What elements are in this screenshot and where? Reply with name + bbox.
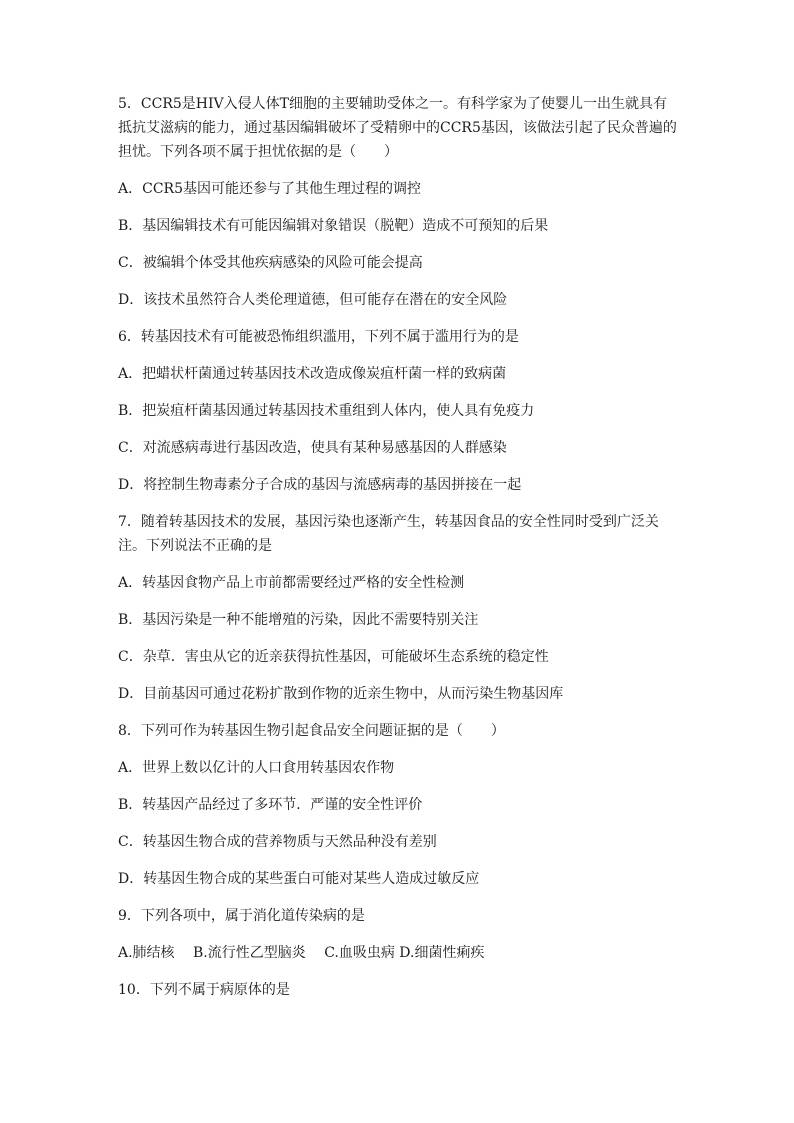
option-a: A．转基因食物产品上市前都需要经过严格的安全性检测 bbox=[118, 575, 465, 591]
option-c: C．被编辑个体受其他疾病感染的风险可能会提高 bbox=[118, 255, 423, 271]
question-stem: 10．下列不属于病原体的是 bbox=[118, 982, 290, 998]
option-a: A．世界上数以亿计的人口食用转基因农作物 bbox=[118, 760, 395, 776]
question-6 bbox=[118, 325, 678, 510]
option-a: A．CCR5基因可能还参与了其他生理过程的调控 bbox=[118, 181, 421, 197]
question-5 bbox=[118, 92, 678, 325]
options-inline: A.肺结核 B.流行性乙型脑炎 C.血吸虫病 D.细菌性痢疾 bbox=[118, 945, 485, 961]
option-d: D．将控制生物毒素分子合成的基因与流感病毒的基因拼接在一起 bbox=[118, 477, 522, 493]
option-b: B．基因污染是一种不能增殖的污染，因此不需要特别关注 bbox=[118, 612, 479, 628]
option-b: B．基因编辑技术有可能因编辑对象错误（脱靶）造成不可预知的后果 bbox=[118, 218, 549, 234]
question-10 bbox=[118, 978, 678, 1002]
option-d: D．目前基因可通过花粉扩散到作物的近亲生物中，从而污染生物基因库 bbox=[118, 686, 564, 702]
option-b: B．转基因产品经过了多环节．严谨的安全性评价 bbox=[118, 797, 423, 813]
question-8 bbox=[118, 719, 678, 904]
question-stem: 6．转基因技术有可能被恐怖组织滥用，下列不属于滥用行为的是 bbox=[118, 329, 519, 345]
question-list bbox=[118, 92, 678, 1002]
question-stem: 7．随着转基因技术的发展，基因污染也逐渐产生，转基因食品的安全性同时受到广泛关注。下列说法不正确的是 bbox=[118, 514, 659, 554]
question-stem: 9．下列各项中，属于消化道传染病的是 bbox=[118, 908, 365, 924]
option-d: D．该技术虽然符合人类伦理道德，但可能存在潜在的安全风险 bbox=[118, 292, 508, 308]
option-c: C．对流感病毒进行基因改造，使具有某种易感基因的人群感染 bbox=[118, 440, 507, 456]
option-d: D．转基因生物合成的某些蛋白可能对某些人造成过敏反应 bbox=[118, 871, 480, 887]
option-c: C．转基因生物合成的营养物质与天然品种没有差别 bbox=[118, 834, 437, 850]
question-stem: 5．CCR5是HIV入侵人体T细胞的主要辅助受体之一。有科学家为了使婴儿一出生就具有抵抗艾滋病的能力，通过基因编辑破坏了受精卵中的CCR5基因，该做法引起了民众普遍的担忧。下列各项不属于担忧依据的是（ ） bbox=[118, 96, 677, 160]
question-stem: 8．下列可作为转基因生物引起食品安全问题证据的是（ ） bbox=[118, 723, 505, 739]
option-b: B．把炭疽杆菌基因通过转基因技术重组到人体内，使人具有免疫力 bbox=[118, 403, 535, 419]
question-9 bbox=[118, 904, 678, 978]
question-7 bbox=[118, 510, 678, 719]
option-c: C．杂草．害虫从它的近亲获得抗性基因，可能破坏生态系统的稳定性 bbox=[118, 649, 549, 665]
option-a: A．把蜡状杆菌通过转基因技术改造成像炭疽杆菌一样的致病菌 bbox=[118, 366, 507, 382]
